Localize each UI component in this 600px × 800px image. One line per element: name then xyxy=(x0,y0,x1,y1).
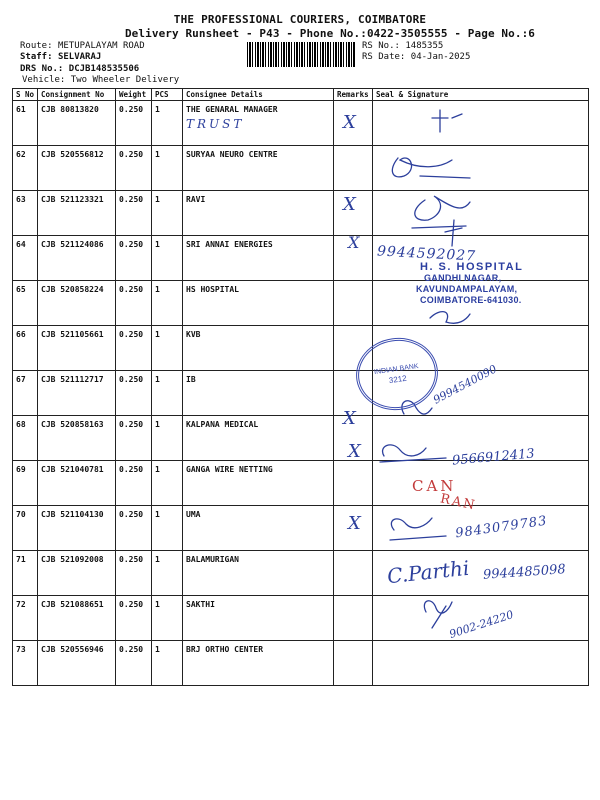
consignee-cell: KVB xyxy=(183,326,334,371)
remarks-cross-mark: X xyxy=(343,408,356,429)
signature-scribble xyxy=(412,196,470,228)
remarks-cross-mark: X xyxy=(348,233,360,252)
signature-scribble xyxy=(424,601,452,628)
sno-cell: 64 xyxy=(13,236,38,281)
seal-text: INDIAN BANK xyxy=(373,362,420,377)
consignment-cell: CJB 520858224 xyxy=(38,281,116,326)
stamp-line: COIMBATORE-641030. xyxy=(420,295,522,305)
handwritten-trust: TRUST xyxy=(186,117,245,131)
pcs-cell: 1 xyxy=(152,101,183,146)
vehicle-line: Vehicle: Two Wheeler Delivery xyxy=(22,75,180,85)
pcs-cell: 1 xyxy=(152,461,183,506)
consignment-cell: CJB 80813820 xyxy=(38,101,116,146)
sno-cell: 68 xyxy=(13,416,38,461)
weight-cell: 0.250 xyxy=(116,461,152,506)
route-line: Route: METUPALAYAM ROAD xyxy=(20,41,145,51)
weight-cell: 0.250 xyxy=(116,146,152,191)
col-signature: Seal & Signature xyxy=(373,89,589,101)
consignee-cell: THE GENARAL MANAGER xyxy=(183,101,334,146)
consignment-cell: CJB 521104130 xyxy=(38,506,116,551)
pcs-cell: 1 xyxy=(152,596,183,641)
runsheet-subtitle: Delivery Runsheet - P43 - Phone No.:0422-3505555 - Page No.:6 xyxy=(124,27,536,40)
pcs-cell: 1 xyxy=(152,506,183,551)
phone-handwritten: 9566912413 xyxy=(451,446,536,469)
col-pcs: PCS xyxy=(152,89,183,101)
consignment-cell: CJB 521112717 xyxy=(38,371,116,416)
weight-cell: 0.250 xyxy=(116,101,152,146)
signature-handwritten: C.Parthi xyxy=(385,555,471,589)
phone-handwritten: 9843079783 xyxy=(454,513,549,542)
signature-scribble xyxy=(432,110,462,132)
rs-date: RS Date: 04-Jan-2025 xyxy=(362,52,471,62)
consignee-cell: BRJ ORTHO CENTER xyxy=(183,641,334,686)
pcs-cell: 1 xyxy=(152,371,183,416)
weight-cell: 0.250 xyxy=(116,281,152,326)
weight-cell: 0.250 xyxy=(116,371,152,416)
consignee-cell: HS HOSPITAL xyxy=(183,281,334,326)
consignment-cell: CJB 521040781 xyxy=(38,461,116,506)
weight-cell: 0.250 xyxy=(116,641,152,686)
consignee-cell: GANGA WIRE NETTING xyxy=(183,461,334,506)
stamp-line: KAVUNDAMPALAYAM, xyxy=(416,284,518,294)
consignment-cell: CJB 521092008 xyxy=(38,551,116,596)
consignee-cell: UMA xyxy=(183,506,334,551)
pcs-cell: 1 xyxy=(152,326,183,371)
signature-scribble xyxy=(392,158,470,178)
sno-cell: 66 xyxy=(13,326,38,371)
sno-cell: 63 xyxy=(13,191,38,236)
remarks-cross-mark: X xyxy=(348,513,361,534)
ran-note: RAN xyxy=(438,491,478,514)
pcs-cell: 1 xyxy=(152,281,183,326)
sno-cell: 72 xyxy=(13,596,38,641)
signature-scribble xyxy=(390,518,446,540)
pcs-cell: 1 xyxy=(152,416,183,461)
signature-scribble xyxy=(430,312,470,324)
consignment-cell: CJB 520556812 xyxy=(38,146,116,191)
sno-cell: 71 xyxy=(13,551,38,596)
seal-code: 3212 xyxy=(388,373,408,386)
col-remarks: Remarks xyxy=(334,89,373,101)
sno-cell: 70 xyxy=(13,506,38,551)
col-weight: Weight xyxy=(116,89,152,101)
phone-handwritten: 9002-24220 xyxy=(447,608,516,641)
consignment-cell: CJB 520556946 xyxy=(38,641,116,686)
staff-line: Staff: SELVARAJ xyxy=(20,52,102,62)
consignee-cell: SAKTHI xyxy=(183,596,334,641)
weight-cell: 0.250 xyxy=(116,236,152,281)
consignment-cell: CJB 521124086 xyxy=(38,236,116,281)
sno-cell: 62 xyxy=(13,146,38,191)
phone-handwritten: 9994540090 xyxy=(431,362,499,407)
consignee-cell: SRI ANNAI ENERGIES xyxy=(183,236,334,281)
cancel-note: CAN xyxy=(412,477,457,495)
consignment-cell: CJB 520858163 xyxy=(38,416,116,461)
consignment-cell: CJB 521105661 xyxy=(38,326,116,371)
pcs-cell: 1 xyxy=(152,146,183,191)
remarks-cross-mark: X xyxy=(343,112,356,133)
col-consignee: Consignee Details xyxy=(183,89,334,101)
company-title: THE PROFESSIONAL COURIERS, COIMBATORE xyxy=(173,13,427,26)
consignment-cell: CJB 521123321 xyxy=(38,191,116,236)
weight-cell: 0.250 xyxy=(116,596,152,641)
consignee-cell: BALAMURIGAN xyxy=(183,551,334,596)
consignee-cell: RAVI xyxy=(183,191,334,236)
consignee-cell: IB xyxy=(183,371,334,416)
phone-handwritten: 9944485098 xyxy=(482,562,567,583)
weight-cell: 0.250 xyxy=(116,191,152,236)
col-consignment: Consignment No xyxy=(38,89,116,101)
pcs-cell: 1 xyxy=(152,551,183,596)
remarks-cross-mark: X xyxy=(348,441,361,462)
signature-scribble xyxy=(445,220,462,246)
pcs-cell: 1 xyxy=(152,641,183,686)
pcs-cell: 1 xyxy=(152,191,183,236)
phone-handwritten: 9944592027 xyxy=(376,243,477,265)
signature-scribble xyxy=(380,445,446,462)
sno-cell: 67 xyxy=(13,371,38,416)
sno-cell: 65 xyxy=(13,281,38,326)
hospital-stamp xyxy=(410,262,560,306)
weight-cell: 0.250 xyxy=(116,326,152,371)
sno-cell: 69 xyxy=(13,461,38,506)
stamp-line: H. S. HOSPITAL xyxy=(420,261,524,273)
remarks-cross-mark: X xyxy=(343,194,356,215)
stamp-line: GANDHI NAGAR, xyxy=(424,273,502,283)
weight-cell: 0.250 xyxy=(116,416,152,461)
pcs-cell: 1 xyxy=(152,236,183,281)
weight-cell: 0.250 xyxy=(116,506,152,551)
consignment-cell: CJB 521088651 xyxy=(38,596,116,641)
consignee-cell: SURYAA NEURO CENTRE xyxy=(183,146,334,191)
consignee-cell: KALPANA MEDICAL xyxy=(183,416,334,461)
col-sno: S No xyxy=(13,89,38,101)
weight-cell: 0.250 xyxy=(116,551,152,596)
sno-cell: 73 xyxy=(13,641,38,686)
sno-cell: 61 xyxy=(13,101,38,146)
drs-line: DRS No.: DCJB148535506 xyxy=(20,64,140,74)
rs-number: RS No.: 1485355 xyxy=(362,41,444,51)
